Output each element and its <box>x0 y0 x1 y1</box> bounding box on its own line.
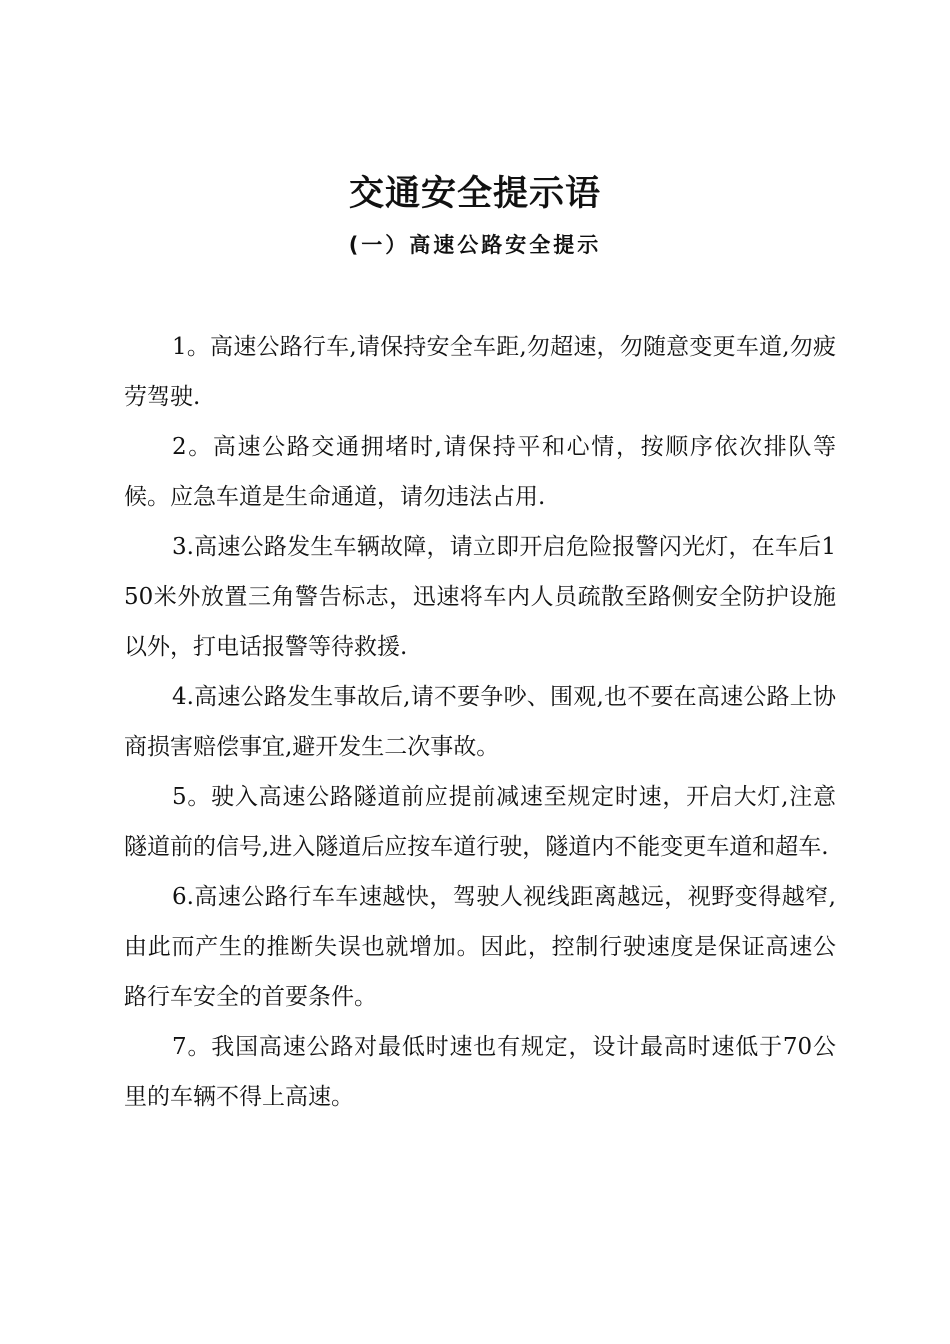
paragraph-5: 5。驶入高速公路隧道前应提前减速至规定时速，开启大灯,注意隧道前的信号,进入隧道后应按车道行驶，隧道内不能变更车道和超车. <box>124 784 836 860</box>
paragraph-6: 6.高速公路行车车速越快，驾驶人视线距离越远，视野变得越窄,由此而产生的推断失误也就增加。因此，控制行驶速度是保证高速公路行车安全的首要条件。 <box>124 884 836 1010</box>
document-body <box>124 322 836 1122</box>
document-title: 交通安全提示语 <box>348 174 601 214</box>
paragraph-1: 1。高速公路行车,请保持安全车距,勿超速，勿随意变更车道,勿疲劳驾驶. <box>124 334 836 410</box>
paragraph-3: 3.高速公路发生车辆故障，请立即开启危险报警闪光灯，在车后150米外放置三角警告标志，迅速将车内人员疏散至路侧安全防护设施以外，打电话报警等待救援. <box>124 534 836 660</box>
section-subtitle: (一）高速公路安全提示 <box>348 233 602 257</box>
paragraph-4: 4.高速公路发生事故后,请不要争吵、围观,也不要在高速公路上协商损害赔偿事宜,避开发生二次事故。 <box>124 684 836 760</box>
paragraph-7: 7。我国高速公路对最低时速也有规定，设计最高时速低于70公里的车辆不得上高速。 <box>124 1034 836 1110</box>
paragraph-2: 2。高速公路交通拥堵时,请保持平和心情，按顺序依次排队等候。应急车道是生命通道，请勿违法占用. <box>124 434 836 510</box>
